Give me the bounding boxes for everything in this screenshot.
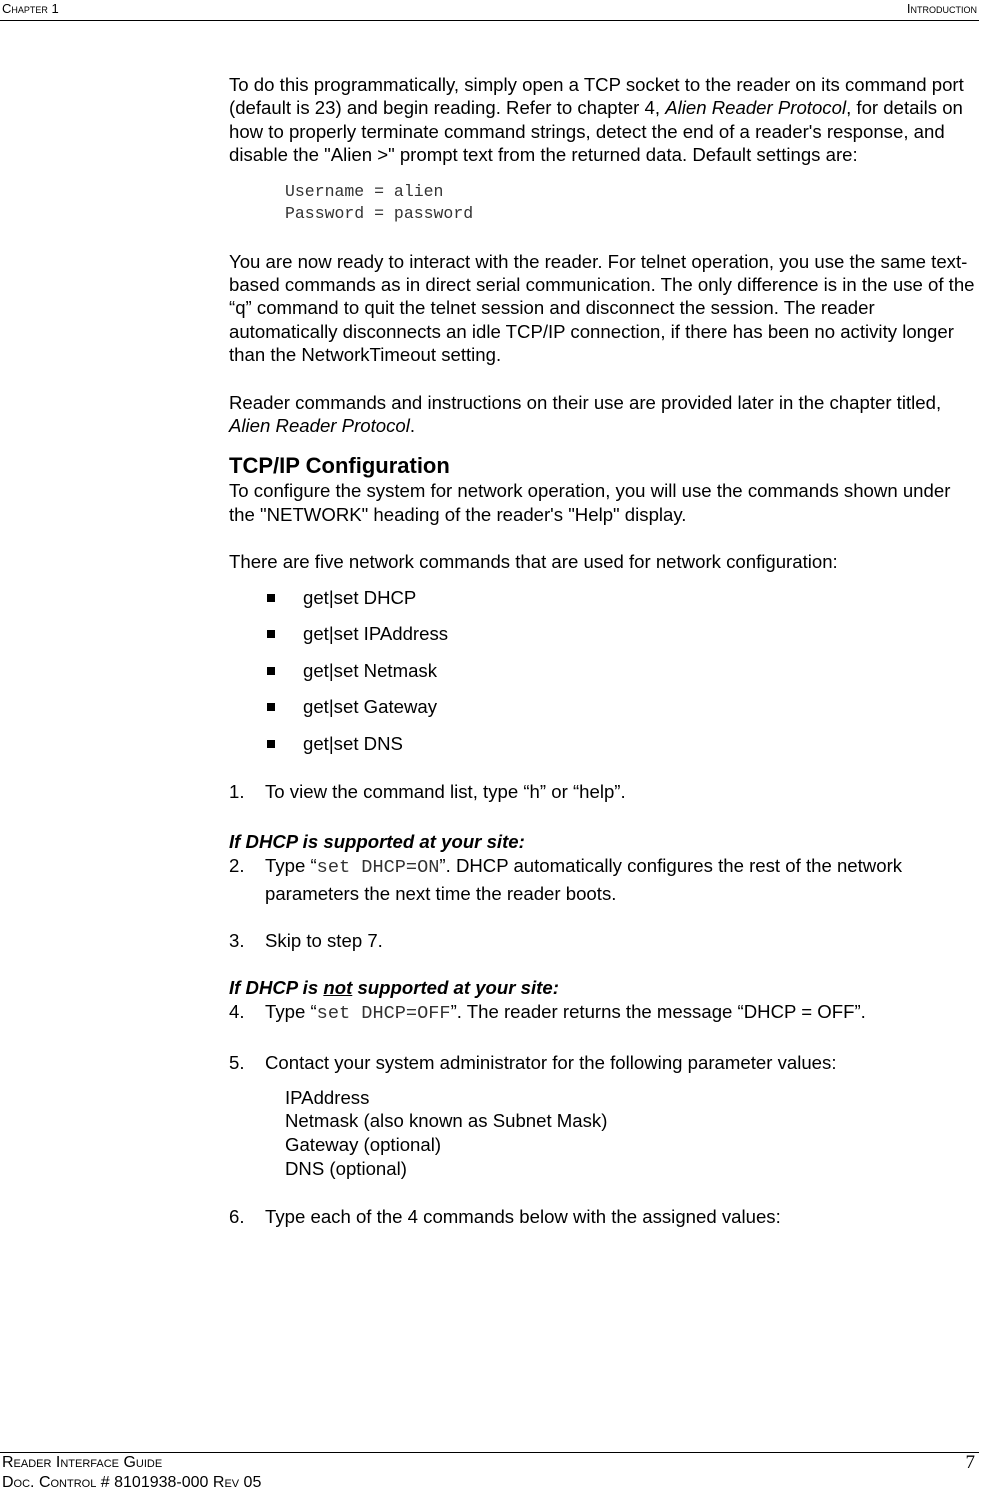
step-1: [229, 780, 981, 803]
default-username: Username = alien: [285, 181, 444, 201]
list-item: [229, 622, 981, 659]
intro-paragraph: [229, 73, 981, 167]
heading-text-pre: If DHCP is: [229, 977, 324, 999]
step-5: [229, 1051, 981, 1074]
footer-guide-title: Reader Interface Guide: [2, 1454, 163, 1471]
telnet-paragraph: You are now ready to interact with the reader. For telnet operation, you use the same text-based commands as in direct serial communication. The only difference is in the use of the “q” command to quit the telnet session and disconnect the session. The reader automatically disconnects an idle TCP/IP connection, if there has been no activity longer than the NetworkTimeout setting.: [229, 250, 975, 366]
command-text: get|set DNS: [303, 732, 403, 754]
command-text: get|set DHCP: [303, 586, 417, 608]
step-number: 1.: [229, 781, 245, 803]
chapter-label: Chapter 1: [2, 1, 59, 16]
command-code: set DHCP=ON: [316, 857, 440, 878]
page-footer: [0, 1452, 979, 1491]
command-text: get|set IPAddress: [303, 623, 449, 645]
step-6: [229, 1205, 981, 1228]
reference-title: Alien Reader Protocol: [229, 415, 410, 437]
dhcp-supported-heading: If DHCP is supported at your site:: [229, 830, 525, 852]
reference-text-a: Reader commands and instructions on their use are provided later in the chapter titled,: [229, 391, 942, 413]
step-2: [229, 853, 981, 907]
step-3: [229, 929, 981, 952]
parameter-item: Netmask (also known as Subnet Mask): [285, 1110, 608, 1132]
bullet-square-icon: [267, 740, 275, 748]
step-text-pre: Type “: [265, 855, 317, 876]
command-text: get|set Gateway: [303, 696, 438, 718]
parameter-item: DNS (optional): [285, 1158, 407, 1180]
step-text: Type each of the 4 commands below with the assigned values:: [265, 1205, 781, 1227]
command-code: set DHCP=OFF: [316, 1002, 451, 1024]
commands-intro: There are five network commands that are used for network configuration:: [229, 551, 838, 573]
parameter-item: Gateway (optional): [285, 1134, 442, 1156]
section-label: Introduction: [906, 1, 977, 16]
reference-text-b: .: [409, 415, 416, 437]
step-text-post: ”. DHCP automatically configures the rest of the network parameters the next time the reader boots.: [265, 855, 903, 904]
intro-text-a: To do this programmatically, simply open a TCP socket to the reader on its command port (default is 23) and begin reading. Refer to chapter 4,: [229, 74, 964, 119]
list-item: [229, 659, 981, 696]
step-text: To view the command list, type “h” or “help”.: [265, 781, 626, 803]
heading-emphasis: not: [323, 977, 353, 999]
bullet-square-icon: [267, 667, 275, 675]
list-item: [229, 732, 981, 769]
parameter-list: [229, 1086, 981, 1181]
default-settings: [229, 181, 981, 225]
config-paragraph: To configure the system for network operation, you will use the commands shown under the "NETWORK" heading of the reader's "Help" display.: [229, 480, 951, 525]
list-item: [229, 586, 981, 623]
step-number: 5.: [229, 1052, 245, 1074]
heading-text-post: supported at your site:: [352, 977, 559, 999]
section-heading: TCP/IP Configuration: [229, 453, 450, 479]
page-number: 7: [965, 1452, 975, 1473]
parameter-item: IPAddress: [285, 1086, 370, 1108]
step-number: 2.: [229, 855, 245, 876]
default-password: Password = password: [285, 203, 474, 223]
dhcp-not-supported-heading: [229, 976, 981, 999]
intro-text-b: , for details on how to properly terminate command strings, detect the end of a reader's response, and disable the "Alien >" prompt text from the returned data. Default settings are:: [229, 97, 963, 166]
step-number: 6.: [229, 1205, 245, 1227]
step-text-post: ”. The reader returns the message “DHCP = OFF”.: [450, 1000, 866, 1022]
bullet-square-icon: [267, 594, 275, 602]
list-item: [229, 695, 981, 732]
step-4: [229, 1000, 981, 1025]
step-number: 4.: [229, 1000, 245, 1022]
step-number: 3.: [229, 930, 245, 951]
footer-doc-control: Doc. Control # 8101938-000 Rev 05: [2, 1474, 262, 1491]
page-body: [229, 73, 981, 1228]
reference-paragraph: [229, 391, 981, 438]
footer-doc-info: [2, 1453, 261, 1493]
command-list: [229, 586, 981, 769]
step-text: Skip to step 7.: [265, 930, 383, 951]
step-text-pre: Type “: [265, 1000, 317, 1022]
bullet-square-icon: [267, 630, 275, 638]
page-header: [0, 0, 979, 21]
command-text: get|set Netmask: [303, 659, 438, 681]
intro-reference: Alien Reader Protocol: [665, 97, 847, 119]
bullet-square-icon: [267, 703, 275, 711]
step-text: Contact your system administrator for the following parameter values:: [265, 1052, 837, 1074]
